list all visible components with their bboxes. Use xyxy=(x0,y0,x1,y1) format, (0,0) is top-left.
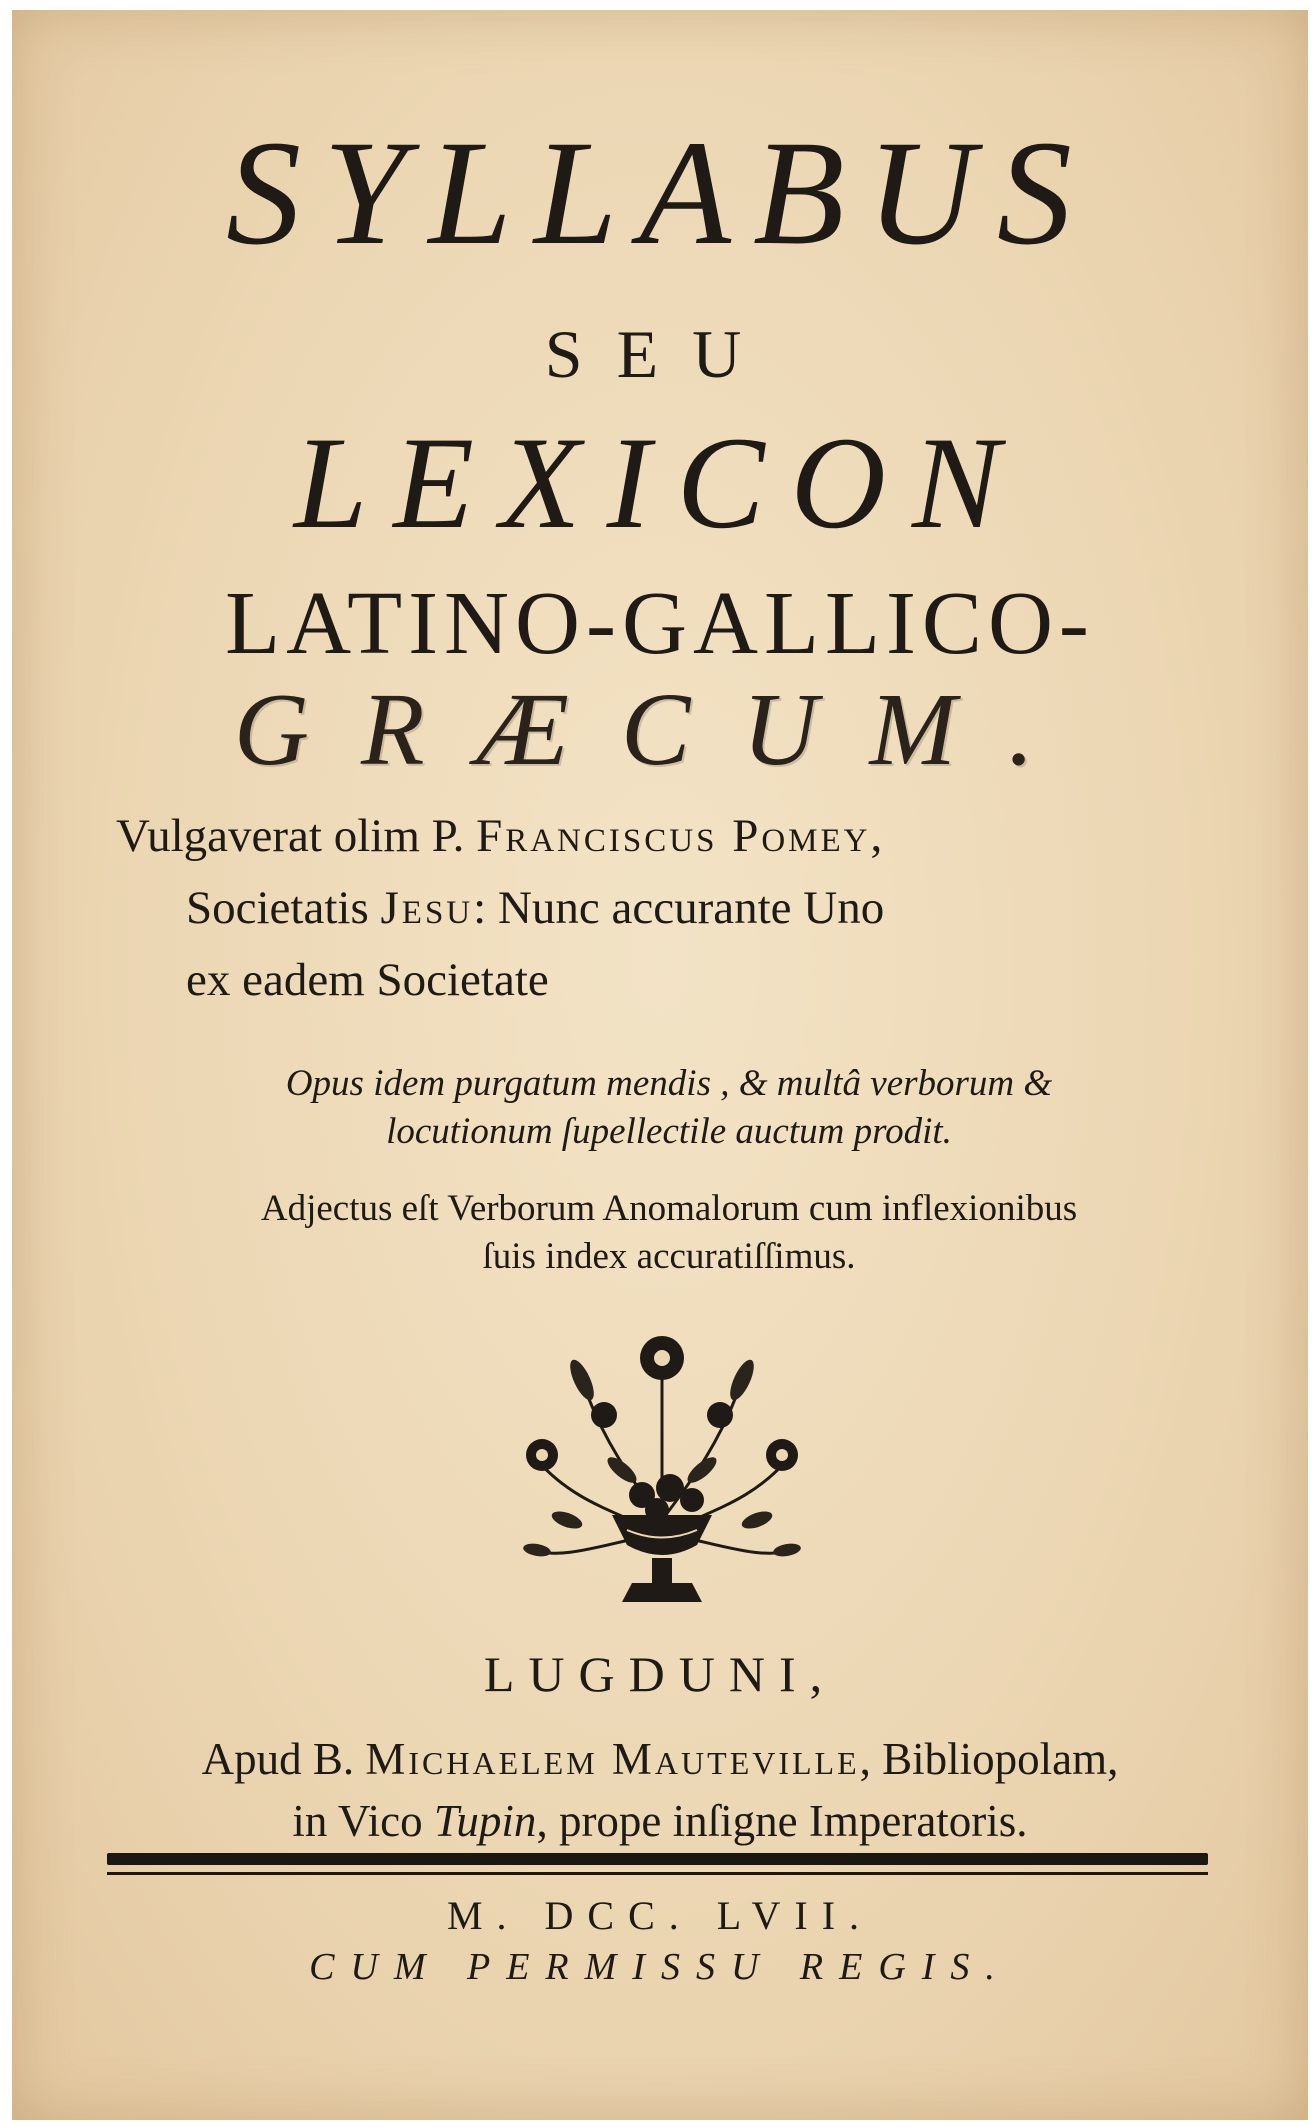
imprint-line-1a: Apud B. xyxy=(201,1734,366,1784)
subtitle-lexicon: LEXICON xyxy=(293,409,1027,556)
imprint-line-1c: , Bibliopolam, xyxy=(859,1734,1119,1784)
italic-note xyxy=(124,1060,1214,1156)
editor-line-2b: Jesu xyxy=(380,882,474,934)
publisher-name: Michaelem Mauteville xyxy=(365,1734,860,1784)
imprint-city: LUGDUNI, xyxy=(483,1646,837,1702)
imprint-publisher xyxy=(72,1728,1248,1852)
flower-vase-icon xyxy=(512,1320,812,1620)
italic-note-line-2: locutionum ſupellectile auctum prodit. xyxy=(386,1111,952,1152)
index-note xyxy=(124,1185,1214,1281)
editor-name: Franciscus Pomey, xyxy=(476,810,886,862)
imprint-line-1 xyxy=(72,1728,1248,1790)
imprint-line-2a: in Vico xyxy=(292,1796,434,1846)
royal-permission: CUM PERMISSU REGIS. xyxy=(309,1946,1011,1988)
publication-year: M. DCC. LVII. xyxy=(446,1893,874,1938)
italic-note-line-1: Opus idem purgatum mendis , & multâ verborum & xyxy=(285,1063,1053,1104)
main-title: SYLLABUS xyxy=(226,110,1094,276)
editor-line-2a: Societatis xyxy=(186,882,381,934)
editor-line-1a: Vulgaverat olim P. xyxy=(116,810,477,862)
index-note-line-2: ſuis index accuratiſſimus. xyxy=(482,1236,856,1277)
subtitle-seu: SEU xyxy=(544,316,776,392)
title-page xyxy=(12,10,1308,2120)
imprint-line-2c: , prope inſigne Imperatoris. xyxy=(536,1796,1028,1846)
editor-line-2c: : Nunc accurante Uno xyxy=(473,882,885,934)
editor-line-2 xyxy=(116,872,1216,944)
subtitle-latino-gallico: LATINO-GALLICO- xyxy=(225,574,1095,673)
imprint-line-2 xyxy=(72,1790,1248,1852)
subtitle-graecum: GRÆCUM. xyxy=(233,672,1087,787)
index-note-line-1: Adjectus eſt Verborum Anomalorum cum inflexionibus xyxy=(260,1188,1078,1229)
thick-rule xyxy=(107,1853,1208,1865)
editor-paragraph xyxy=(116,800,1216,1016)
thin-rule xyxy=(107,1872,1208,1875)
street-name: Tupin xyxy=(433,1796,537,1846)
editor-line-3: ex eadem Societate xyxy=(186,954,549,1006)
